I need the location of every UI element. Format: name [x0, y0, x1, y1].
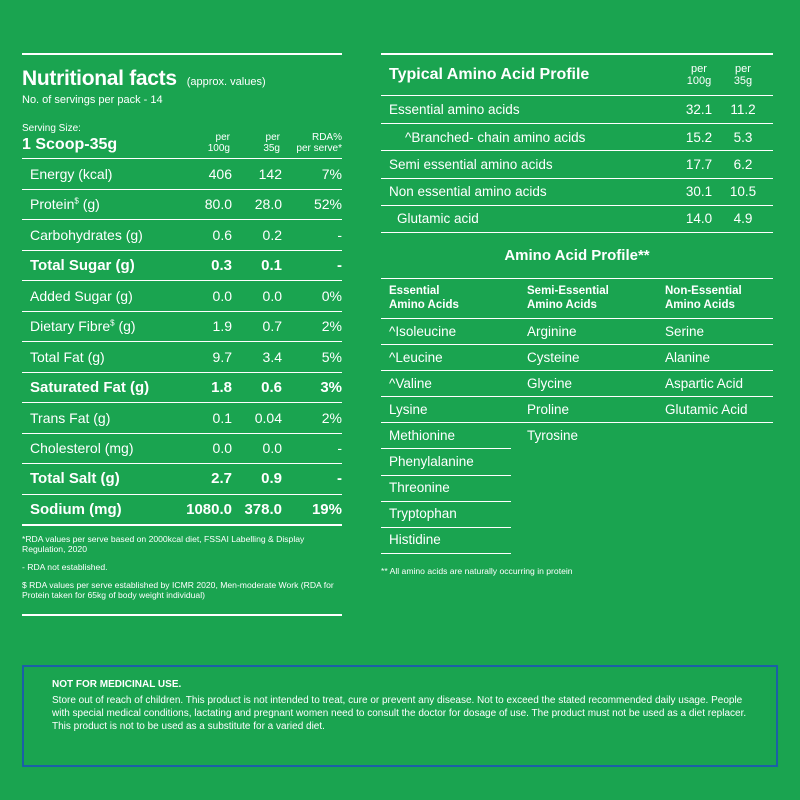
- notice-box: [22, 665, 778, 767]
- value-per-35g: 0.0: [262, 287, 282, 304]
- essential-amino: Histidine: [389, 532, 441, 548]
- nutrient-name: Energy (kcal): [30, 165, 113, 182]
- semi-essential-amino: Glycine: [527, 376, 573, 392]
- nutrition-row: [22, 280, 342, 311]
- amino-name: ^Branched- chain amino acids: [405, 129, 586, 145]
- amino-grid-rows: [381, 318, 773, 553]
- essential-amino: Tryptophan: [389, 506, 457, 522]
- value-rda: 2%: [321, 409, 342, 426]
- amino-grid-header: [381, 278, 773, 318]
- divider: [22, 524, 342, 526]
- notice-heading: NOT FOR MEDICINAL USE.: [52, 679, 182, 690]
- divider: [22, 53, 342, 55]
- amino-row: [381, 96, 773, 123]
- value-rda: 52%: [313, 196, 342, 213]
- nutrition-title: Nutritional facts: [22, 67, 177, 90]
- essential-amino: Lysine: [389, 402, 428, 418]
- value-rda: 7%: [321, 165, 342, 182]
- non-essential-amino: Serine: [665, 323, 705, 339]
- value-per-35g: 0.04: [254, 409, 282, 426]
- nutrition-row: [22, 494, 342, 525]
- nutrition-row: [22, 189, 342, 220]
- divider: [381, 553, 511, 554]
- value-per-100g: 80.0: [204, 196, 232, 213]
- header-semi-essential: Semi-Essential Amino Acids: [527, 285, 609, 312]
- amino-name: Non essential amino acids: [389, 184, 547, 200]
- amino-rows: [381, 96, 773, 232]
- note-rda: *RDA values per serve based on 2000kcal diet, FSSAI Labelling & Display Regulation, 2020: [22, 534, 305, 554]
- amino-name: Glutamic acid: [397, 211, 479, 227]
- amino-grid-row: [381, 344, 773, 370]
- nutrition-rows: [22, 158, 342, 524]
- nutrition-row: [22, 341, 342, 372]
- value-per-100g: 0.0: [212, 287, 232, 304]
- value-per-100g: 0.6: [212, 226, 232, 243]
- value-rda: 0%: [321, 287, 342, 304]
- value-per-35g: 0.0: [262, 440, 282, 457]
- amino-row: [381, 178, 773, 205]
- amino-grid-row: [381, 396, 773, 422]
- header-non-essential: Non-Essential Amino Acids: [665, 285, 742, 312]
- value-rda: 19%: [311, 500, 342, 518]
- nutrition-row: [22, 250, 342, 281]
- nutrition-row: [22, 158, 342, 189]
- nutrient-name: Trans Fat (g): [30, 409, 111, 426]
- amino-row: [381, 150, 773, 177]
- value-rda: 5%: [321, 348, 342, 365]
- value-per-100g: 9.7: [212, 348, 232, 365]
- nutrient-name: Cholesterol (mg): [30, 440, 134, 457]
- nutrition-row: [22, 219, 342, 250]
- amino-value-per-100g: 32.1: [685, 102, 713, 118]
- value-per-35g: 0.7: [262, 318, 282, 335]
- nutrient-name: Protein$ (g): [30, 196, 100, 213]
- col-per-100g: per 100g: [207, 132, 230, 154]
- amino-grid-row: [381, 370, 773, 396]
- divider: [22, 614, 342, 616]
- col-per-35g: per 35g: [263, 132, 280, 154]
- amino-grid-row: [381, 318, 773, 344]
- amino-grid-row: [381, 501, 773, 527]
- semi-essential-amino: Proline: [527, 402, 570, 418]
- col-rda: RDA% per serve*: [296, 132, 342, 154]
- nutrient-name: Total Fat (g): [30, 348, 105, 365]
- essential-amino: ^Isoleucine: [389, 323, 457, 339]
- semi-essential-amino: Tyrosine: [527, 428, 579, 444]
- value-per-100g: 0.3: [211, 256, 232, 274]
- value-rda: 3%: [320, 378, 342, 396]
- essential-amino: Methionine: [389, 428, 456, 444]
- value-rda: -: [337, 440, 342, 457]
- non-essential-amino: Alanine: [665, 350, 711, 366]
- amino-grid-row: [381, 422, 773, 448]
- essential-amino: ^Leucine: [389, 350, 443, 366]
- header-essential: Essential Amino Acids: [389, 285, 459, 312]
- semi-essential-amino: Arginine: [527, 323, 577, 339]
- value-per-100g: 0.0: [212, 440, 232, 457]
- amino-value-per-35g: 10.5: [729, 184, 757, 200]
- amino-profile-title: Amino Acid Profile**: [381, 232, 773, 278]
- value-per-35g: 0.9: [261, 470, 282, 488]
- amino-grid-row: [381, 448, 773, 474]
- amino-title: Typical Amino Acid Profile: [389, 66, 590, 83]
- value-rda: -: [337, 256, 342, 274]
- value-per-100g: 1.9: [212, 318, 232, 335]
- essential-amino: ^Valine: [389, 376, 432, 392]
- value-per-100g: 0.1: [212, 409, 232, 426]
- value-per-35g: 378.0: [244, 500, 282, 518]
- serving-size-label: Serving Size:: [22, 123, 81, 134]
- amino-value-per-35g: 5.3: [733, 129, 753, 145]
- note-icmr: $ RDA values per serve established by ICMR 2020, Men-moderate Work (RDA for Protein taken for 65kg of body weight individual): [22, 580, 334, 600]
- essential-amino: Threonine: [389, 480, 450, 496]
- nutrition-header: [22, 122, 342, 158]
- nutrient-name: Dietary Fibre$ (g): [30, 318, 136, 335]
- amino-name: Semi essential amino acids: [389, 156, 553, 172]
- amino-header: [381, 55, 773, 95]
- value-per-100g: 1080.0: [186, 500, 232, 518]
- value-rda: -: [337, 470, 342, 488]
- amino-value-per-35g: 4.9: [733, 211, 753, 227]
- value-per-35g: 142: [258, 165, 282, 182]
- amino-grid-row: [381, 475, 773, 501]
- nutrient-name: Sodium (mg): [30, 500, 122, 518]
- nutrient-name: Added Sugar (g): [30, 287, 133, 304]
- value-rda: -: [337, 226, 342, 243]
- semi-essential-amino: Cysteine: [527, 350, 580, 366]
- value-per-35g: 0.1: [261, 256, 282, 274]
- amino-value-per-35g: 6.2: [733, 156, 753, 172]
- amino-name: Essential amino acids: [389, 102, 520, 118]
- non-essential-amino: Aspartic Acid: [665, 376, 744, 392]
- non-essential-amino: Glutamic Acid: [665, 402, 748, 418]
- amino-panel: [381, 53, 773, 576]
- value-per-35g: 28.0: [254, 196, 282, 213]
- amino-col-per-100g: per 100g: [686, 63, 712, 87]
- nutrient-name: Total Salt (g): [30, 470, 120, 488]
- servings-per-pack: No. of servings per pack - 14: [22, 94, 163, 106]
- value-per-100g: 406: [208, 165, 232, 182]
- nutrient-name: Total Sugar (g): [30, 256, 135, 274]
- amino-row: [381, 205, 773, 232]
- serving-size: 1 Scoop-35g: [22, 136, 118, 153]
- amino-col-per-35g: per 35g: [733, 63, 753, 87]
- value-rda: 2%: [321, 318, 342, 335]
- essential-amino: Phenylalanine: [389, 453, 474, 469]
- nutrition-row: [22, 433, 342, 464]
- nutrition-panel: [22, 53, 342, 616]
- note-not-established: - RDA not established.: [22, 562, 108, 572]
- nutrient-name: Saturated Fat (g): [30, 378, 150, 396]
- nutrition-row: [22, 463, 342, 494]
- amino-value-per-100g: 30.1: [685, 184, 713, 200]
- value-per-35g: 0.2: [262, 226, 282, 243]
- amino-value-per-100g: 17.7: [685, 156, 713, 172]
- value-per-35g: 0.6: [261, 378, 282, 396]
- nutrition-row: [22, 311, 342, 342]
- nutrition-row: [22, 402, 342, 433]
- nutrition-notes: [22, 534, 342, 600]
- nutrition-approx-note: (approx. values): [186, 76, 266, 88]
- notice-text: Store out of reach of children. This product is not intended to treat, cure or prevent any disease. Not to exceed the stated recommended daily usage. People with special medical conditions, lactating and pregnant women need to consult the doctor for dosage of use. The product must not be used as a diet replacer. This product is not to be used as a substitute for a varied diet.: [52, 695, 747, 732]
- amino-note: ** All amino acids are naturally occurring in protein: [381, 565, 573, 576]
- value-per-100g: 1.8: [211, 378, 232, 396]
- amino-value-per-35g: 11.2: [730, 102, 756, 118]
- value-per-100g: 2.7: [211, 470, 232, 488]
- amino-value-per-100g: 15.2: [685, 129, 713, 145]
- amino-value-per-100g: 14.0: [685, 211, 713, 227]
- amino-row: [381, 123, 773, 150]
- amino-grid-row: [381, 527, 773, 553]
- nutrient-name: Carbohydrates (g): [30, 226, 143, 243]
- value-per-35g: 3.4: [262, 348, 282, 365]
- nutrition-row: [22, 372, 342, 403]
